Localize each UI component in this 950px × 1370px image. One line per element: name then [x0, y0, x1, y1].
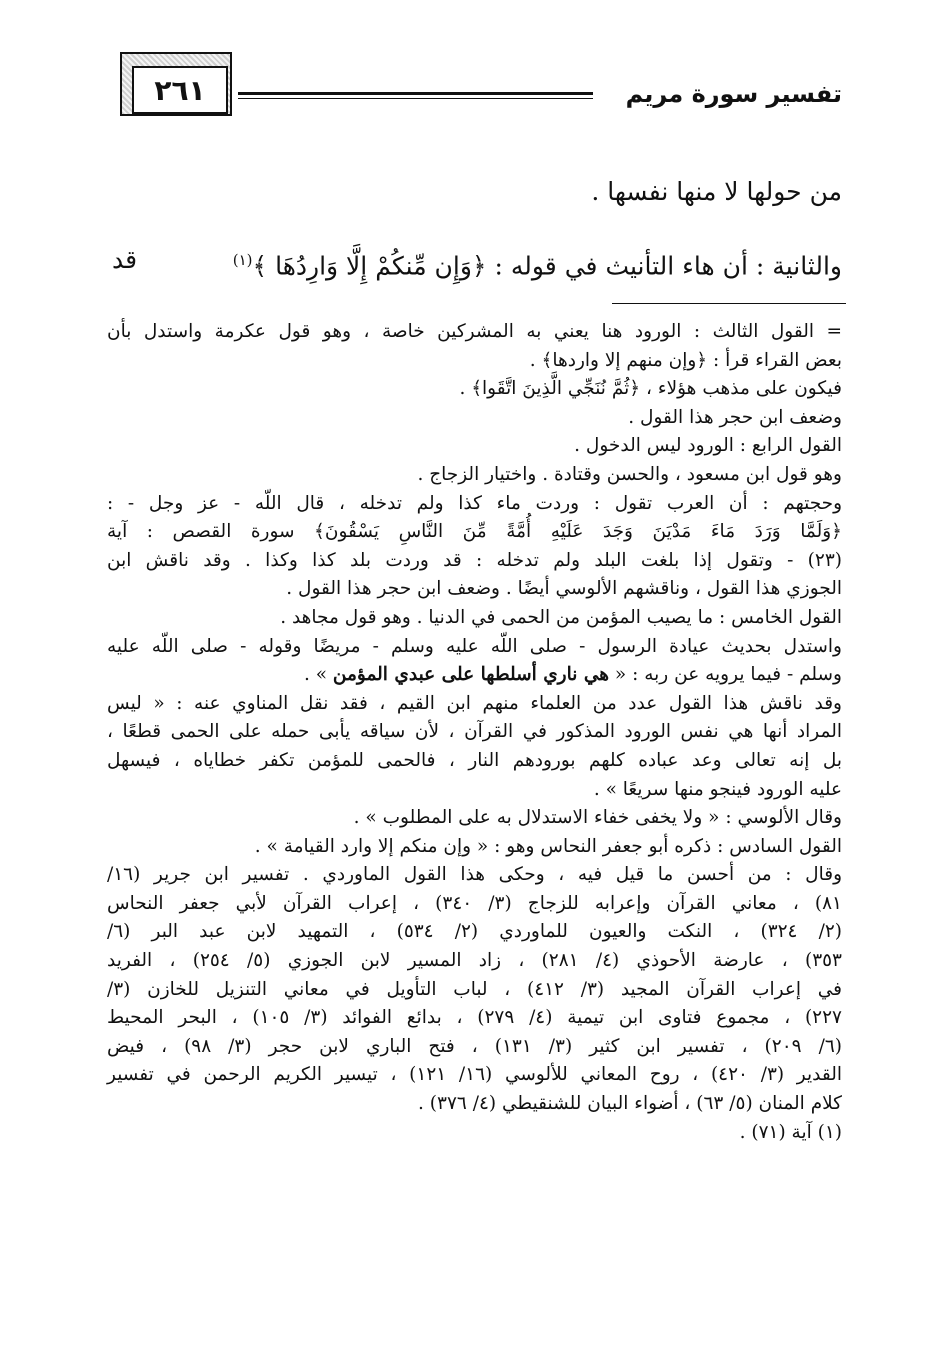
main-text-line-2-start	[233, 240, 842, 286]
hadith-line	[107, 661, 842, 690]
footnote-line: واستدل بحديث عيادة الرسول - صلى اللّه عليه وسلم - مريضًا وقوله - صلى اللّه عليه	[107, 635, 842, 657]
hadith-quote: هي ناري أسلطها على عبدي المؤمن	[332, 664, 610, 686]
footnote-reference: (١)	[232, 251, 253, 269]
footnote-line: (٦/ ٢٠٩) ، تفسير ابن كثير (٣/ ١٣١) ، فتح الباري لابن حجر (٣/ ٩٨) ، فيض	[107, 1035, 842, 1057]
quran-quote: والثانية : أن هاء التأنيث في قوله : ﴿وَإِن مِّنكُمْ إِلَّا وَارِدُهَا ﴾	[252, 251, 842, 281]
header-rule	[238, 92, 593, 95]
main-text-line-1: من حولها لا منها نفسها .	[591, 177, 842, 206]
footnote-line: القول الخامس : ما يصيب المؤمن من الحمى في الدنيا . وهو قول مجاهد .	[280, 606, 842, 628]
footnote-line: (٢٣) - وتقول إذا بلغت البلد ولم تدخله : قد وردت بلد كذا وكذا . وقد ناقش ابن	[107, 549, 842, 571]
footnote-line: ٣٥٣) ، عارضة الأحوذي (٤/ ٢٨١) ، زاد المسير لابن الجوزي (٥/ ٢٥٤) ، الفريد	[107, 950, 842, 972]
footnote-line: وحجتهم : أن العرب تقول : وردت ماء كذا ولم تدخله ، قال اللّه - عز وجل - :	[107, 492, 842, 514]
footnote-line: ﴿وَلَمَّا وَرَدَ مَاءَ مَدْيَنَ وَجَدَ عَلَيْهِ أُمَّةً مِّنَ النَّاسِ يَسْقُونَ﴾ سورة القصص : آية	[107, 521, 842, 543]
footnote-line: وقال : من أحسن ما قيل فيه ، وحكى هذا القول الماوردي . تفسير ابن جرير (١٦/	[107, 864, 842, 886]
footnote-separator	[612, 303, 846, 304]
footnote-line: الجوزي هذا القول ، وناقشهم الألوسي أيضًا . وضعف ابن حجر هذا القول .	[286, 578, 842, 600]
footnote-line: بعض القراء قرأ : ﴿وإن منهم إلا واردها﴾ .	[529, 349, 842, 371]
footnote-1: (١) آية (٧١) .	[739, 1121, 842, 1143]
main-text-line-2-end: قد	[112, 245, 138, 274]
footnote-line: وقال الألوسي : « ولا يخفى خفاء الاستدلال به على المطلوب » .	[353, 807, 842, 829]
footnote-line: وهو قول ابن مسعود ، والحسن وقتادة . واختيار الزجاج .	[417, 463, 842, 485]
hadith-intro: وسلم - فيما يرويه عن ربه : «	[609, 664, 842, 686]
page-number-frame	[120, 52, 232, 116]
footnotes-block	[107, 318, 842, 1147]
footnote-line: القول السادس : ذكره أبو جعفر النحاس وهو : « وإن منكم إلا وارد القيامة » .	[254, 835, 842, 857]
footnote-line: ٢٢٧) ، مجموع فتاوى ابن تيمية (٤/ ٢٧٩) ، بدائع الفوائد (٣/ ١٠٥) ، البحر المحيط	[107, 1007, 842, 1029]
footnote-line: في إعراب القرآن المجيد (٣/ ٤١٢) ، لباب التأويل في معاني التنزيل للخازن (٣/	[107, 978, 842, 1000]
footnote-line: كلام المنان (٥/ ٦٣) ، أضواء البيان للشنقيطي (٤/ ٣٧٦) .	[418, 1093, 842, 1115]
footnote-line: القدير (٣/ ٤٢٠) ، روح المعاني للألوسي (١٦/ ١٢١) ، تيسير الكريم الرحمن في تفسير	[107, 1064, 843, 1086]
footnote-line: (٢/ ٣٢٤) ، النكت والعيون للماوردي (٢/ ٥٣٤) ، التمهيد لابن عبد البر (٦/	[107, 921, 843, 943]
footnote-line: وضعف ابن حجر هذا القول .	[628, 406, 842, 428]
hadith-close: » .	[303, 664, 333, 686]
footnote-line: عليه الورود فينجو منها سريعًا » .	[593, 778, 842, 800]
footnote-line: ٨١) ، معاني القرآن وإعرابه للزجاج (٣/ ٣٤٠) ، إعراب القرآن لأبي جعفر النحاس	[107, 892, 842, 914]
footnote-line: المراد أنها هي نفس الورود المذكور في القرآن ، لأن سياقه يأبى حمله على الحمى قطعًا ،	[107, 721, 842, 743]
footnote-line: وقد ناقش هذا القول عدد من العلماء منهم ابن القيم ، فقد نقل المناوي عنه : « ليس	[107, 692, 842, 714]
header-rule-thin	[238, 98, 593, 99]
footnote-line: القول الرابع : الورود ليس الدخول .	[574, 435, 842, 457]
footnote-line: = القول الثالث : الورود هنا يعني به المشركين خاصة ، وهو قول عكرمة واستدل بأن	[107, 321, 842, 342]
running-title: تفسير سورة مريم	[625, 80, 842, 108]
footnote-line: فيكون على مذهب هؤلاء ، ﴿ثُمَّ نُنَجِّي الَّذِينَ اتَّقَوا﴾ .	[459, 378, 842, 400]
page-number: ٢٦١	[132, 66, 228, 114]
footnote-line: بل إنه تعالى وعد عباده كلهم بورودهم النار ، فالحمى للمؤمن تكفر خطاياه ، فيسهل	[107, 749, 842, 771]
